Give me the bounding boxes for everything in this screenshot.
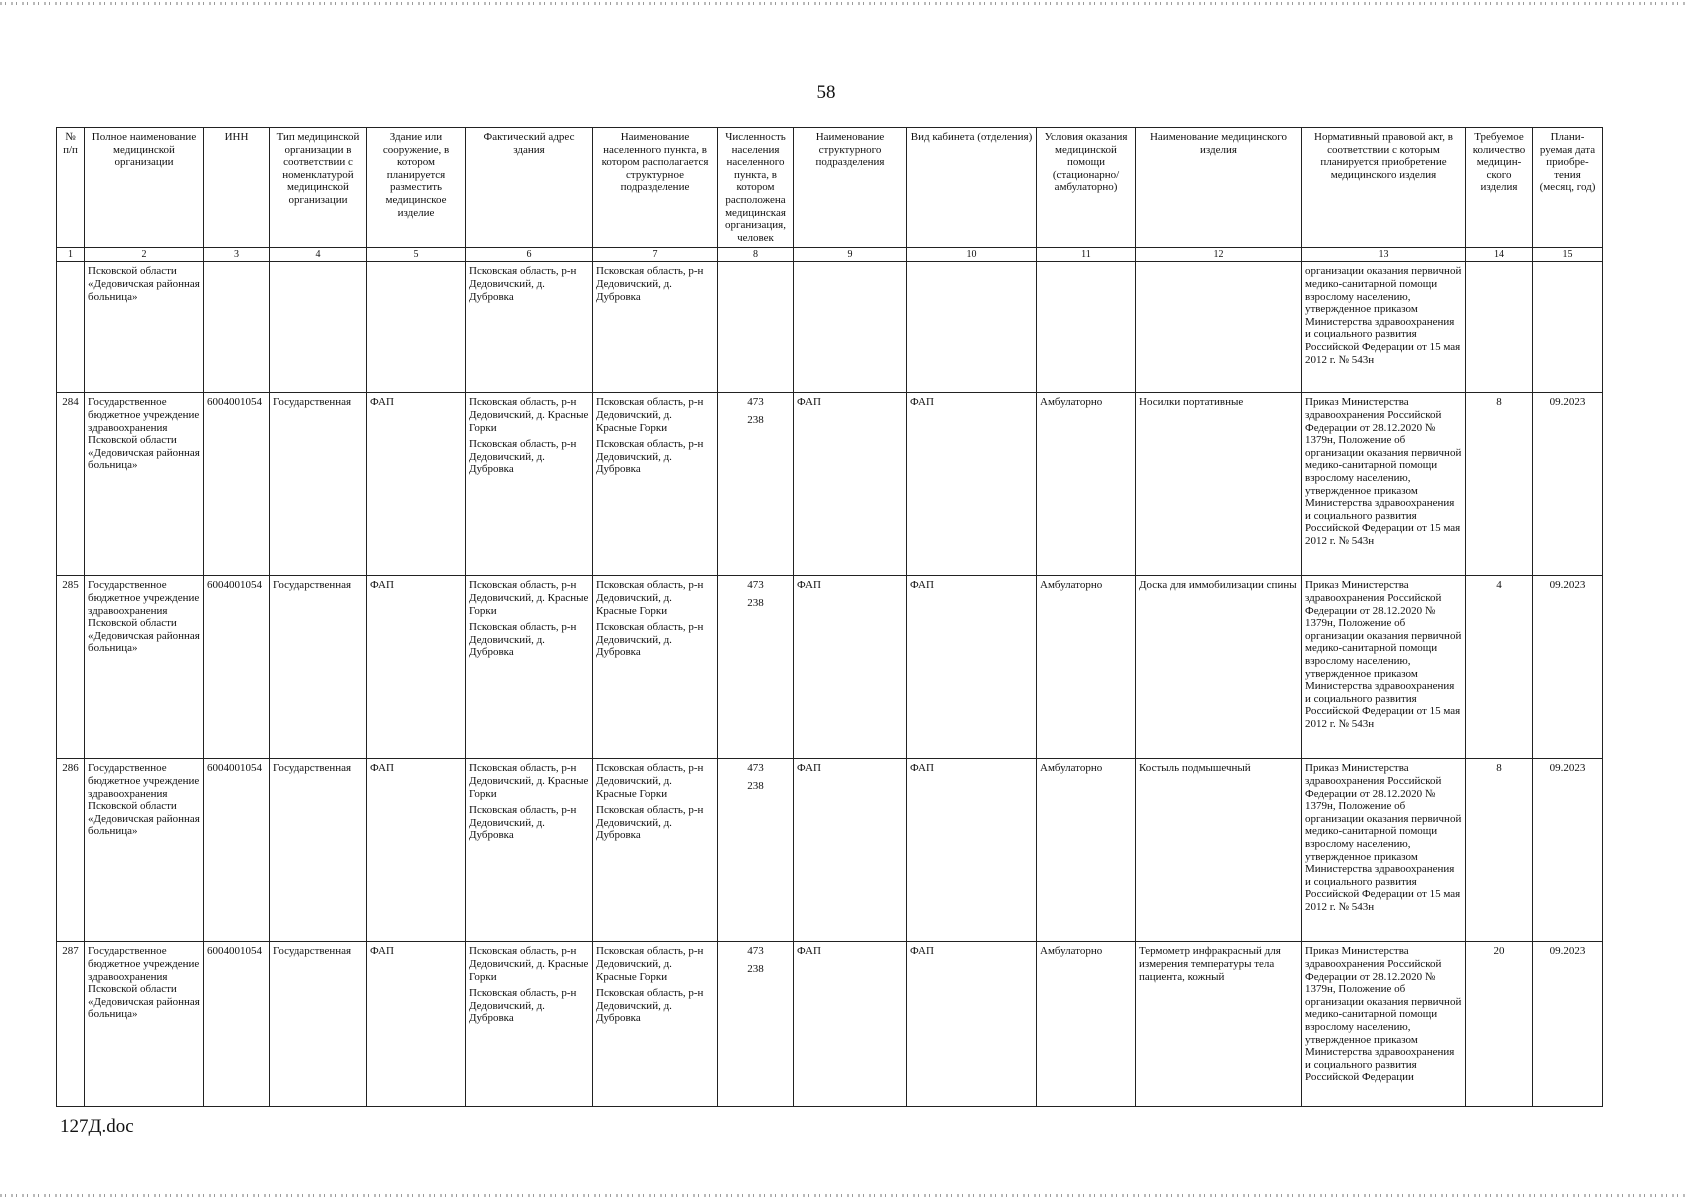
population-value: 238 bbox=[747, 413, 764, 426]
cell-building: ФАП bbox=[367, 393, 466, 576]
cell-inn: 6004001054 bbox=[204, 942, 270, 1107]
cell-division: ФАП bbox=[794, 759, 907, 942]
header-cell: Тип медицинской организации в соответствии с номенклатурой медицинской организации bbox=[270, 128, 367, 248]
population-value: 473 bbox=[747, 762, 764, 775]
cell-quantity: 8 bbox=[1466, 759, 1533, 942]
header-cell: Вид кабинета (отделения) bbox=[907, 128, 1037, 248]
cell-address bbox=[466, 576, 593, 759]
cell-num: 284 bbox=[57, 393, 85, 576]
table-row bbox=[57, 393, 1603, 576]
cell-num: 286 bbox=[57, 759, 85, 942]
cell-cabinet: ФАП bbox=[907, 942, 1037, 1107]
column-number: 3 bbox=[204, 248, 270, 262]
column-number: 2 bbox=[85, 248, 204, 262]
cell-quantity: 8 bbox=[1466, 393, 1533, 576]
address-line: Псковская область, р-н Дедовичский, д. Красные Горки bbox=[469, 945, 589, 983]
page-number: 58 bbox=[816, 82, 836, 103]
cell-population bbox=[718, 262, 794, 393]
cell-settlement bbox=[593, 576, 718, 759]
column-number: 4 bbox=[270, 248, 367, 262]
column-number: 8 bbox=[718, 248, 794, 262]
header-cell: Численность населения населенного пункта, в котором расположена медицинская организация, человек bbox=[718, 128, 794, 248]
cell-org-name: Государственное бюджетное учреждение здравоохранения Псковской области «Дедовичская районная больница» bbox=[85, 393, 204, 576]
header-cell: Требуемое количество медицин-ского изделия bbox=[1466, 128, 1533, 248]
header-cell: Наименование медицинского изделия bbox=[1136, 128, 1302, 248]
column-number: 12 bbox=[1136, 248, 1302, 262]
cell-org-type: Государственная bbox=[270, 393, 367, 576]
cell-org-name: Государственное бюджетное учреждение здравоохранения Псковской области «Дедовичская районная больница» bbox=[85, 942, 204, 1107]
column-number: 5 bbox=[367, 248, 466, 262]
cell-conditions: Амбулаторно bbox=[1037, 576, 1136, 759]
cell-legal-act: организации оказания первичной медико-санитарной помощи взрослому населению, утвержденное приказом Министерства здравоохранения и социального развития Российской Федерации от 15 мая 2012 г. № 543н bbox=[1302, 262, 1466, 393]
cell-cabinet: ФАП bbox=[907, 759, 1037, 942]
cell-settlement bbox=[593, 759, 718, 942]
cell-building: ФАП bbox=[367, 942, 466, 1107]
cell-conditions: Амбулаторно bbox=[1037, 759, 1136, 942]
header-cell: Фактический адрес здания bbox=[466, 128, 593, 248]
header-cell: ИНН bbox=[204, 128, 270, 248]
column-number: 11 bbox=[1037, 248, 1136, 262]
equipment-table bbox=[56, 127, 1603, 1107]
column-number: 15 bbox=[1533, 248, 1603, 262]
cell-quantity: 20 bbox=[1466, 942, 1533, 1107]
header-row bbox=[57, 128, 1603, 248]
cell-date: 09.2023 bbox=[1533, 393, 1603, 576]
cell-division: ФАП bbox=[794, 576, 907, 759]
settlement-line: Псковская область, р-н Дедовичский, д. Дубровка bbox=[596, 804, 704, 842]
table-row bbox=[57, 942, 1603, 1107]
cell-division: ФАП bbox=[794, 393, 907, 576]
cell-date: 09.2023 bbox=[1533, 942, 1603, 1107]
cell-num bbox=[57, 262, 85, 393]
cell-cabinet: ФАП bbox=[907, 576, 1037, 759]
footer-filename: 127Д.doc bbox=[60, 1116, 134, 1137]
population-value: 238 bbox=[747, 596, 764, 609]
cell-conditions: Амбулаторно bbox=[1037, 393, 1136, 576]
cell-org-type: Государственная bbox=[270, 942, 367, 1107]
cell-address bbox=[466, 393, 593, 576]
scan-edge-top bbox=[0, 2, 1686, 5]
cell-num: 287 bbox=[57, 942, 85, 1107]
settlement-line: Псковская область, р-н Дедовичский, д. Дубровка bbox=[596, 438, 704, 476]
column-number: 1 bbox=[57, 248, 85, 262]
cell-device: Термометр инфракрасный для измерения температуры тела пациента, кожный bbox=[1136, 942, 1302, 1107]
header-cell: № п/п bbox=[57, 128, 85, 248]
cell-inn bbox=[204, 262, 270, 393]
address-line: Псковская область, р-н Дедовичский, д. Красные Горки bbox=[469, 579, 589, 617]
cell-legal-act: Приказ Министерства здравоохранения Российской Федерации от 28.12.2020 № 1379н, Положение об организации оказания первичной медико-санитарной помощи взрослому населению, утвержденное приказом Министерства здравоохранения и социального развития Российской Федерации от 15 мая 2012 г. № 543н bbox=[1302, 759, 1466, 942]
cell-settlement bbox=[593, 942, 718, 1107]
settlement-line: Псковская область, р-н Дедовичский, д. Красные Горки bbox=[596, 945, 704, 983]
cell-cabinet bbox=[907, 262, 1037, 393]
cell-building: ФАП bbox=[367, 759, 466, 942]
population-value: 238 bbox=[747, 962, 764, 975]
cell-org-type: Государственная bbox=[270, 576, 367, 759]
cell-date: 09.2023 bbox=[1533, 576, 1603, 759]
address-line: Псковская область, р-н Дедовичский, д. Дубровка bbox=[469, 987, 577, 1025]
column-number: 10 bbox=[907, 248, 1037, 262]
address-line: Псковская область, р-н Дедовичский, д. Дубровка bbox=[469, 438, 577, 476]
cell-division: ФАП bbox=[794, 942, 907, 1107]
table-row-continuation bbox=[57, 262, 1603, 393]
cell-date bbox=[1533, 262, 1603, 393]
cell-settlement: Псковская область, р-н Дедовичский, д. Дубровка bbox=[593, 262, 718, 393]
column-number: 13 bbox=[1302, 248, 1466, 262]
column-number: 14 bbox=[1466, 248, 1533, 262]
header-cell: Наименование населенного пункта, в котором располагается структурное подразделение bbox=[593, 128, 718, 248]
population-value: 473 bbox=[747, 396, 764, 409]
header-cell: Полное наименование медицинской организации bbox=[85, 128, 204, 248]
address-line: Псковская область, р-н Дедовичский, д. Дубровка bbox=[469, 804, 577, 842]
cell-address: Псковская область, р-н Дедовичский, д. Дубровка bbox=[466, 262, 593, 393]
cell-cabinet: ФАП bbox=[907, 393, 1037, 576]
cell-device: Доска для иммобилизации спины bbox=[1136, 576, 1302, 759]
settlement-line: Псковская область, р-н Дедовичский, д. Красные Горки bbox=[596, 579, 704, 617]
cell-date: 09.2023 bbox=[1533, 759, 1603, 942]
cell-inn: 6004001054 bbox=[204, 393, 270, 576]
cell-org-type: Государственная bbox=[270, 759, 367, 942]
scan-edge-bottom bbox=[0, 1194, 1686, 1197]
address-line: Псковская область, р-н Дедовичский, д. Красные Горки bbox=[469, 762, 589, 800]
settlement-line: Псковская область, р-н Дедовичский, д. Красные Горки bbox=[596, 762, 704, 800]
cell-legal-act: Приказ Министерства здравоохранения Российской Федерации от 28.12.2020 № 1379н, Положение об организации оказания первичной медико-санитарной помощи взрослому населению, утвержденное приказом Министерства здравоохранения и социального развития Российской Федерации bbox=[1302, 942, 1466, 1107]
header-cell: Здание или сооружение, в котором планируется разместить медицинское изделие bbox=[367, 128, 466, 248]
address-line: Псковская область, р-н Дедовичский, д. Дубровка bbox=[469, 621, 577, 659]
cell-inn: 6004001054 bbox=[204, 759, 270, 942]
cell-address bbox=[466, 759, 593, 942]
cell-org-type bbox=[270, 262, 367, 393]
header-cell: Условия оказания медицинской помощи (стационарно/ амбулаторно) bbox=[1037, 128, 1136, 248]
cell-org-name: Государственное бюджетное учреждение здравоохранения Псковской области «Дедовичская районная больница» bbox=[85, 759, 204, 942]
cell-population bbox=[718, 942, 794, 1107]
cell-num: 285 bbox=[57, 576, 85, 759]
header-cell: Нормативный правовой акт, в соответствии с которым планируется приобретение медицинского изделия bbox=[1302, 128, 1466, 248]
cell-population bbox=[718, 393, 794, 576]
cell-population bbox=[718, 759, 794, 942]
column-number: 9 bbox=[794, 248, 907, 262]
column-number: 7 bbox=[593, 248, 718, 262]
settlement-line: Псковская область, р-н Дедовичский, д. Дубровка bbox=[596, 987, 704, 1025]
cell-division bbox=[794, 262, 907, 393]
population-value: 473 bbox=[747, 945, 764, 958]
cell-inn: 6004001054 bbox=[204, 576, 270, 759]
population-value: 473 bbox=[747, 579, 764, 592]
table-row bbox=[57, 759, 1603, 942]
cell-conditions bbox=[1037, 262, 1136, 393]
cell-population bbox=[718, 576, 794, 759]
cell-conditions: Амбулаторно bbox=[1037, 942, 1136, 1107]
table-row bbox=[57, 576, 1603, 759]
header-cell: Плани-руемая дата приобре-тения (месяц, год) bbox=[1533, 128, 1603, 248]
cell-quantity: 4 bbox=[1466, 576, 1533, 759]
header-cell: Наименование структурного подразделения bbox=[794, 128, 907, 248]
cell-address bbox=[466, 942, 593, 1107]
cell-device bbox=[1136, 262, 1302, 393]
cell-building: ФАП bbox=[367, 576, 466, 759]
column-number-row bbox=[57, 248, 1603, 262]
settlement-line: Псковская область, р-н Дедовичский, д. Дубровка bbox=[596, 621, 704, 659]
cell-settlement bbox=[593, 393, 718, 576]
column-number: 6 bbox=[466, 248, 593, 262]
cell-building bbox=[367, 262, 466, 393]
cell-org-name: Государственное бюджетное учреждение здравоохранения Псковской области «Дедовичская районная больница» bbox=[85, 576, 204, 759]
cell-device: Костыль подмышечный bbox=[1136, 759, 1302, 942]
cell-org-name: Псковской области «Дедовичская районная больница» bbox=[85, 262, 204, 393]
cell-device: Носилки портативные bbox=[1136, 393, 1302, 576]
cell-legal-act: Приказ Министерства здравоохранения Российской Федерации от 28.12.2020 № 1379н, Положение об организации оказания первичной медико-санитарной помощи взрослому населению, утвержденное приказом Министерства здравоохранения и социального развития Российской Федерации от 15 мая 2012 г. № 543н bbox=[1302, 576, 1466, 759]
cell-quantity bbox=[1466, 262, 1533, 393]
cell-legal-act: Приказ Министерства здравоохранения Российской Федерации от 28.12.2020 № 1379н, Положение об организации оказания первичной медико-санитарной помощи взрослому населению, утвержденное приказом Министерства здравоохранения и социального развития Российской Федерации от 15 мая 2012 г. № 543н bbox=[1302, 393, 1466, 576]
address-line: Псковская область, р-н Дедовичский, д. Красные Горки bbox=[469, 396, 589, 434]
settlement-line: Псковская область, р-н Дедовичский, д. Красные Горки bbox=[596, 396, 704, 434]
population-value: 238 bbox=[747, 779, 764, 792]
